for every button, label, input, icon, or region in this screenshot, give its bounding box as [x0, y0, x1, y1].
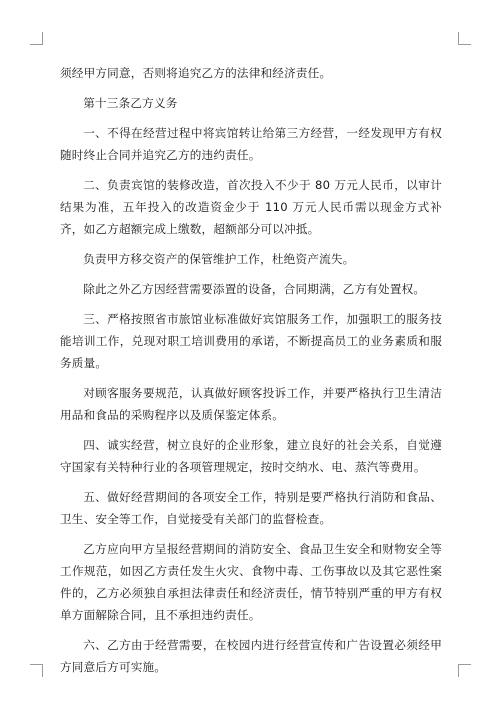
article-heading: 第十三条乙方义务: [83, 96, 178, 110]
paragraph-asset-maintenance: 负责甲方移交资产的保管维护工作，杜绝资产流失。: [83, 252, 355, 266]
paragraph-clause-3: 三、严格按照省市旅馆业标准做好宾馆服务工作，加强职工的服务技能培训工作，兑现对职工培训费用的承诺，不断提高员工的业务素质和服务质量。: [60, 312, 442, 370]
paragraph-customer-service: 对顾客服务要规范，认真做好顾客投诉工作，并要严格执行卫生清洁用品和食品的采购程序以及质保鉴定体系。: [60, 386, 442, 422]
paragraph-clause-2: 二、负责宾馆的装修改造，首次投入不少于 80 万元人民币，以审计结果为准，五年投入的改造资金少于 110 万元人民币需以现金方式补齐，如乙方超额完成上缴数，超额部分可以冲抵。: [60, 178, 442, 236]
crop-mark-bottom-left: [30, 664, 43, 677]
crop-mark-top-right: [458, 32, 471, 45]
paragraph-clause-4: 四、诚实经营，树立良好的企业形象，建立良好的社会关系，自觉遵守国家有关特种行业的各项管理规定，按时交纳水、电、蒸汽等费用。: [60, 438, 442, 474]
document-body: [60, 62, 442, 686]
paragraph-clause-1: 一、不得在经营过程中将宾馆转让给第三方经营，一经发现甲方有权随时终止合同并追究乙方的违约责任。: [60, 126, 442, 162]
crop-mark-top-left: [30, 32, 43, 45]
paragraph-continuation: 须经甲方同意，否则将追究乙方的法律和经济责任。: [60, 66, 332, 80]
paragraph-clause-5: 五、做好经营期间的各项安全工作，特别是要严格执行消防和食品、卫生、安全等工作，自觉接受有关部门的监督检查。: [60, 490, 442, 526]
paragraph-clause-6: 六、乙方由于经营需要，在校园内进行经营宣传和广告设置必须经甲方同意后方可实施。: [60, 638, 442, 674]
paragraph-safety-reporting: 乙方应向甲方呈报经营期间的消防安全、食品卫生安全和财物安全等工作规范，如因乙方责任发生火灾、食物中毒、工伤事故以及其它恶性案件的，乙方必须独自承担法律责任和经济责任，情节特别严重的甲方有权单方面解除合同，且不承担违约责任。: [60, 542, 442, 622]
crop-mark-bottom-right: [458, 664, 471, 677]
paragraph-equipment-disposal: 除此之外乙方因经营需要添置的设备，合同期满，乙方有处置权。: [83, 282, 426, 296]
